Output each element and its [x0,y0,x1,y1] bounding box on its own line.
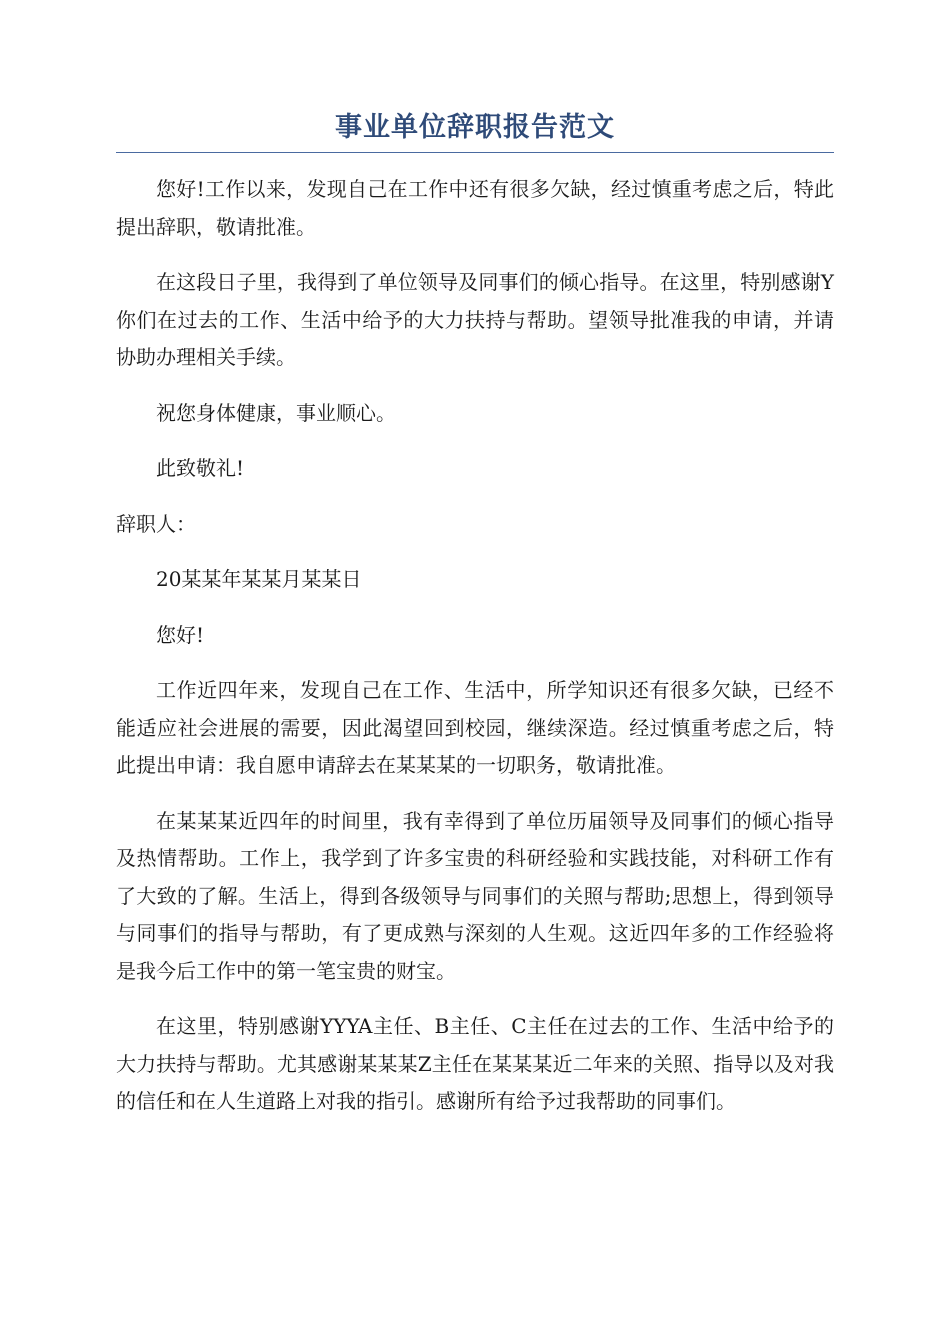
title-underline [116,152,834,153]
document-body [116,171,834,1121]
salutation-closing: 此致敬礼! [156,456,245,480]
paragraph: 在这段日子里，我得到了单位领导及同事们的倾心指导。在这里，特别感谢Y你们在过去的工作、生活中给予的大力扶持与帮助。望领导批准我的申请，并请协助办理相关手续。 [116,270,834,369]
paragraph: 在某某某近四年的时间里，我有幸得到了单位历届领导及同事们的倾心指导及热情帮助。工作上，我学到了许多宝贵的科研经验和实践技能，对科研工作有了大致的了解。生活上，得到各级领导与同事们的关照与帮助;思想上，得到领导与同事们的指导与帮助，有了更成熟与深刻的人生观。这近四年多的工作经验将是我今后工作中的第一笔宝贵的财宝。 [116,808,834,983]
signature-label: 辞职人： [116,511,196,536]
paragraph: 您好!工作以来，发现自己在工作中还有很多欠缺，经过慎重考虑之后，特此提出辞职，敬请批准。 [116,177,834,239]
closing-wish: 祝您身体健康，事业顺心。 [156,400,396,425]
paragraph: 工作近四年来，发现自己在工作、生活中，所学知识还有很多欠缺，已经不能适应社会进展的需要，因此渴望回到校园，继续深造。经过慎重考虑之后，特此提出申请：我自愿申请辞去在某某某的一切职务，敬请批准。 [116,678,834,777]
paragraph: 在这里，特别感谢YYYA主任、B主任、C主任在过去的工作、生活中给予的大力扶持与帮助。尤其感谢某某某Z主任在某某某近二年来的关照、指导以及对我的信任和在人生道路上对我的指引。感谢所有给予过我帮助的同事们。 [116,1014,834,1113]
document-title: 事业单位辞职报告范文 [335,112,615,143]
date-line: 20某某年某某月某某日 [156,567,362,591]
greeting: 您好! [156,622,205,647]
